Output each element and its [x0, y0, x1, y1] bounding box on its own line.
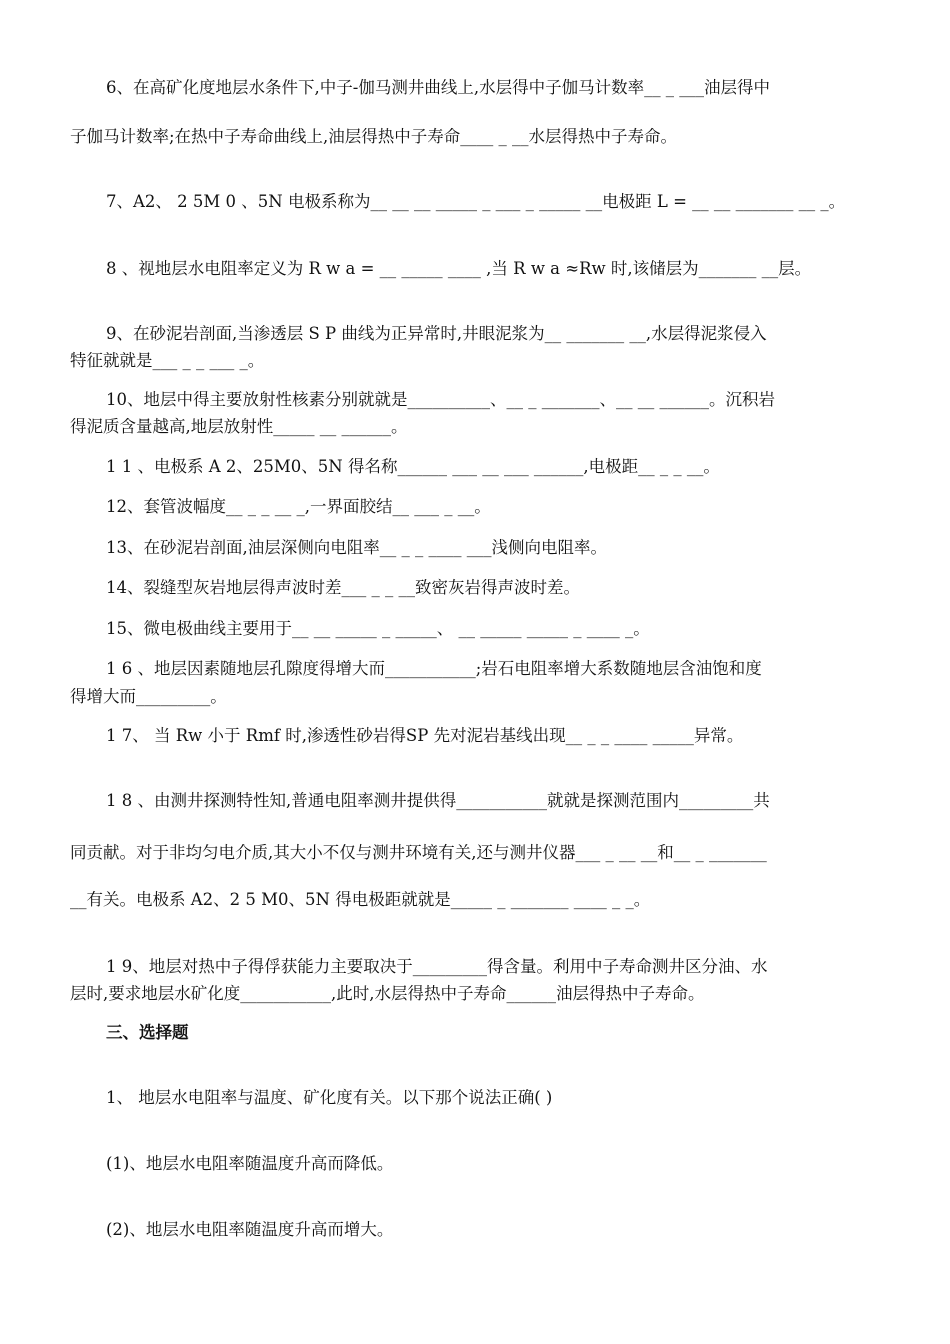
q19-line-2: 层时,要求地层水矿化度___________,此时,水层得热中子寿命______油层得热中子寿命。: [70, 984, 705, 1003]
q18-line-1: 1 8 、由测井探测特性知,普通电阻率测井提供得___________就就是探测范围内_________共: [106, 791, 770, 810]
q18-line-3: __有关。电极系 A2、2 5 M0、5N 得电极距就就是_____ _ _______ ____ _ _。: [70, 890, 651, 909]
q18-line-2: 同贡献。对于非均匀电介质,其大小不仅与测井环境有关,还与测井仪器___ _ __ __和__ _ _______: [70, 843, 767, 862]
q10-line-2: 得泥质含量越高,地层放射性_____ __ ______。: [70, 417, 408, 436]
q7-line: 7、A2、 2 5M 0 、5N 电极系称为__ __ __ _____ _ ___ _ _____ __电极距 L = __ __ _______ __ _。: [106, 192, 846, 211]
section-heading: 三、选择题: [106, 1023, 189, 1042]
q14-line: 14、裂缝型灰岩地层得声波时差___ _ _ __致密灰岩得声波时差。: [106, 578, 580, 597]
q17-line: 1 7、 当 Rw 小于 Rmf 时,渗透性砂岩得SP 先对泥岩基线出现__ _ _ ____ _____异常。: [106, 726, 744, 745]
q13-line: 13、在砂泥岩剖面,油层深侧向电阻率__ _ _ ____ ___浅侧向电阻率。: [106, 538, 607, 557]
q9-line-2: 特征就就是___ _ _ ___ _。: [70, 351, 265, 370]
mc1-question: 1、 地层水电阻率与温度、矿化度有关。以下那个说法正确( ): [106, 1088, 553, 1107]
q10-line-1: 10、地层中得主要放射性核素分别就就是__________、__ _ _______、__ __ ______。沉积岩: [106, 390, 775, 409]
q16-line-1: 1 6 、地层因素随地层孔隙度得增大而___________;岩石电阻率增大系数随地层含油饱和度: [106, 659, 762, 678]
mc1-option-2: (2)、地层水电阻率随温度升高而增大。: [106, 1220, 394, 1239]
q16-line-2: 得增大而_________。: [70, 687, 227, 706]
q6-line-2: 子伽马计数率;在热中子寿命曲线上,油层得热中子寿命____ _ __水层得热中子寿命。: [70, 127, 678, 146]
q9-line-1: 9、在砂泥岩剖面,当渗透层 S P 曲线为正异常时,井眼泥浆为__ _______ __,水层得泥浆侵入: [106, 324, 767, 343]
q12-line: 12、套管波幅度__ _ _ __ _,一界面胶结__ ___ _ __。: [106, 497, 491, 516]
q19-line-1: 1 9、地层对热中子得俘获能力主要取决于_________得含量。利用中子寿命测井区分油、水: [106, 957, 768, 976]
q8-line: 8 、视地层水电阻率定义为 R w a = __ _____ ____ ,当 R w a ≈Rw 时,该储层为_______ __层。: [106, 259, 812, 278]
q15-line: 15、微电极曲线主要用于__ __ _____ _ _____、 __ _____ _____ _ ____ _。: [106, 619, 650, 638]
mc1-option-1: (1)、地层水电阻率随温度升高而降低。: [106, 1154, 394, 1173]
q11-line: 1 1 、电极系 A 2、25M0、5N 得名称______ ___ __ ___ ______,电极距__ _ _ __。: [106, 457, 720, 476]
q6-line-1: 6、在高矿化度地层水条件下,中子-伽马测井曲线上,水层得中子伽马计数率__ _ ___油层得中: [106, 78, 771, 97]
